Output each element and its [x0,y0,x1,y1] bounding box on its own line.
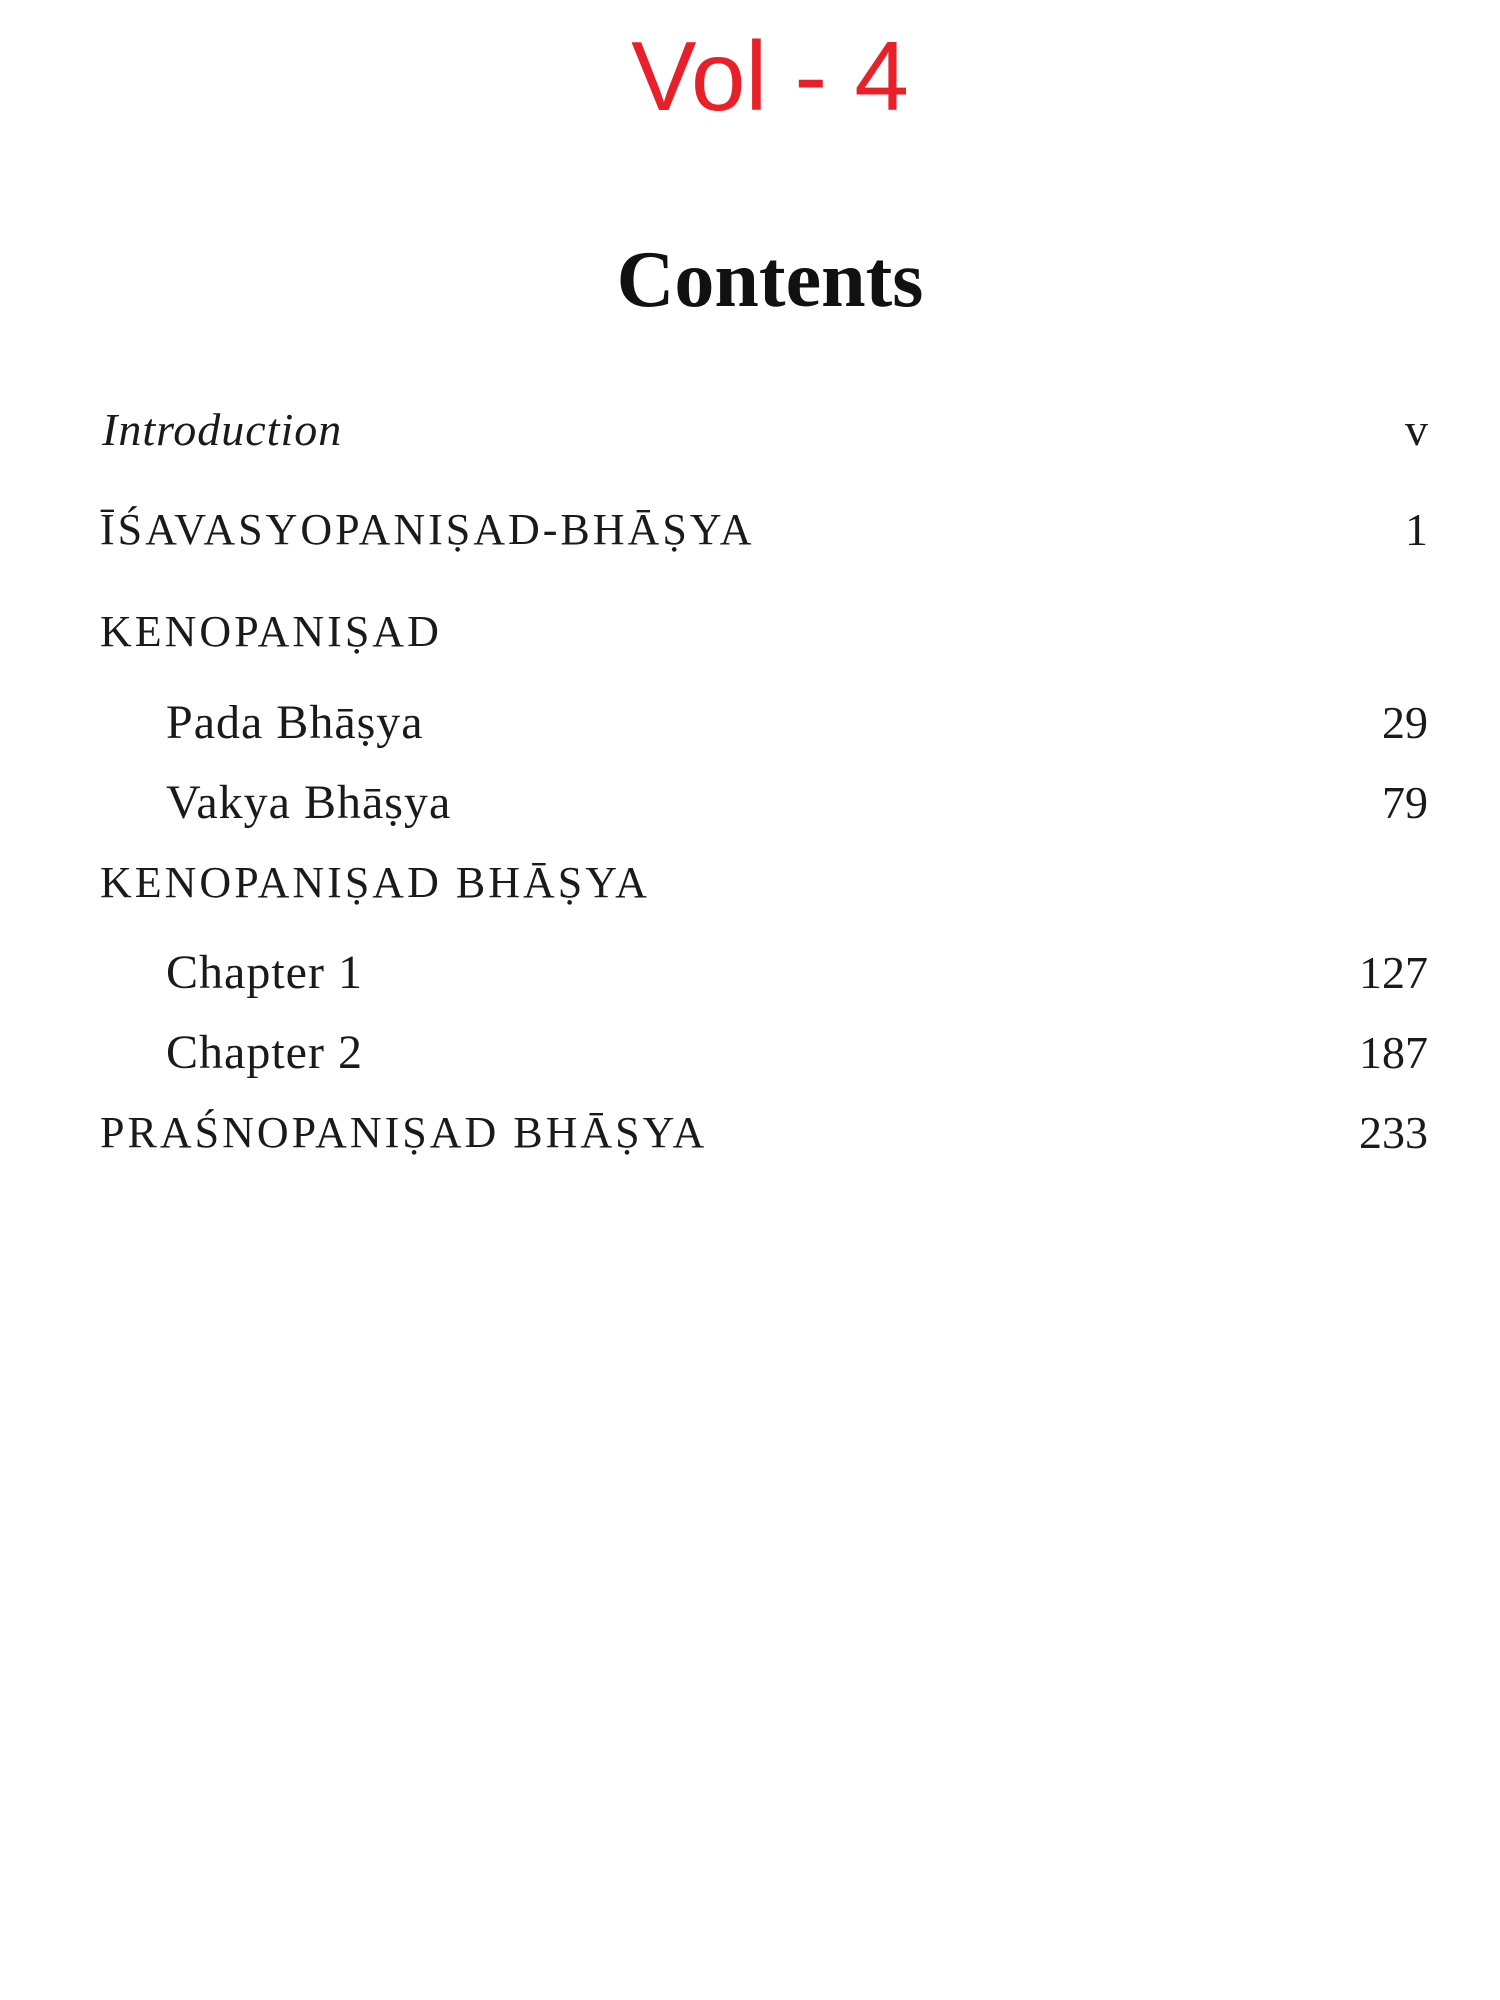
toc-entry-label: PRAŚNOPANIṢAD BHĀṢYA [100,1108,708,1157]
toc-entry-page: 187 [1359,1027,1428,1078]
toc-entry-label: KENOPANIṢAD BHĀṢYA [100,858,650,907]
toc-entry-pada-bhasya[interactable] [0,683,1500,763]
toc-entry-page: 1 [1405,504,1428,555]
toc-entry-label: KENOPANIṢAD [100,607,442,656]
toc-entry-page: 233 [1359,1107,1428,1158]
toc-entry-label: Vakya Bhāṣya [166,776,452,829]
toc-entry-chapter-2[interactable] [0,1013,1500,1093]
toc-entry-chapter-1[interactable] [0,933,1500,1013]
toc-entry-page: 29 [1382,697,1428,748]
toc-entry-prasnopanisad-bhasya[interactable] [0,1093,1500,1173]
volume-label: Vol - 4 [631,21,909,131]
toc-entry-isavasyopanisad-bhasya[interactable] [0,490,1500,570]
toc-entry-page: 79 [1382,777,1428,828]
toc-entry-page: 127 [1359,947,1428,998]
page-title: Contents [616,236,924,324]
toc-entry-vakya-bhasya[interactable] [0,763,1500,843]
toc-entry-label: Chapter 2 [166,1026,363,1079]
toc-entry-label: Chapter 1 [166,946,363,999]
toc-entry-page: v [1405,404,1428,455]
toc-entry-introduction[interactable] [0,390,1500,470]
toc-entry-label: ĪŚAVASYOPANIṢAD-BHĀṢYA [100,505,755,554]
toc-entry-label: Introduction [102,404,343,455]
toc-entry-label: Pada Bhāṣya [166,696,424,749]
toc-entry-kenopanisad-bhasya[interactable] [0,843,1500,923]
toc-entry-kenopanisad[interactable] [0,592,1500,672]
